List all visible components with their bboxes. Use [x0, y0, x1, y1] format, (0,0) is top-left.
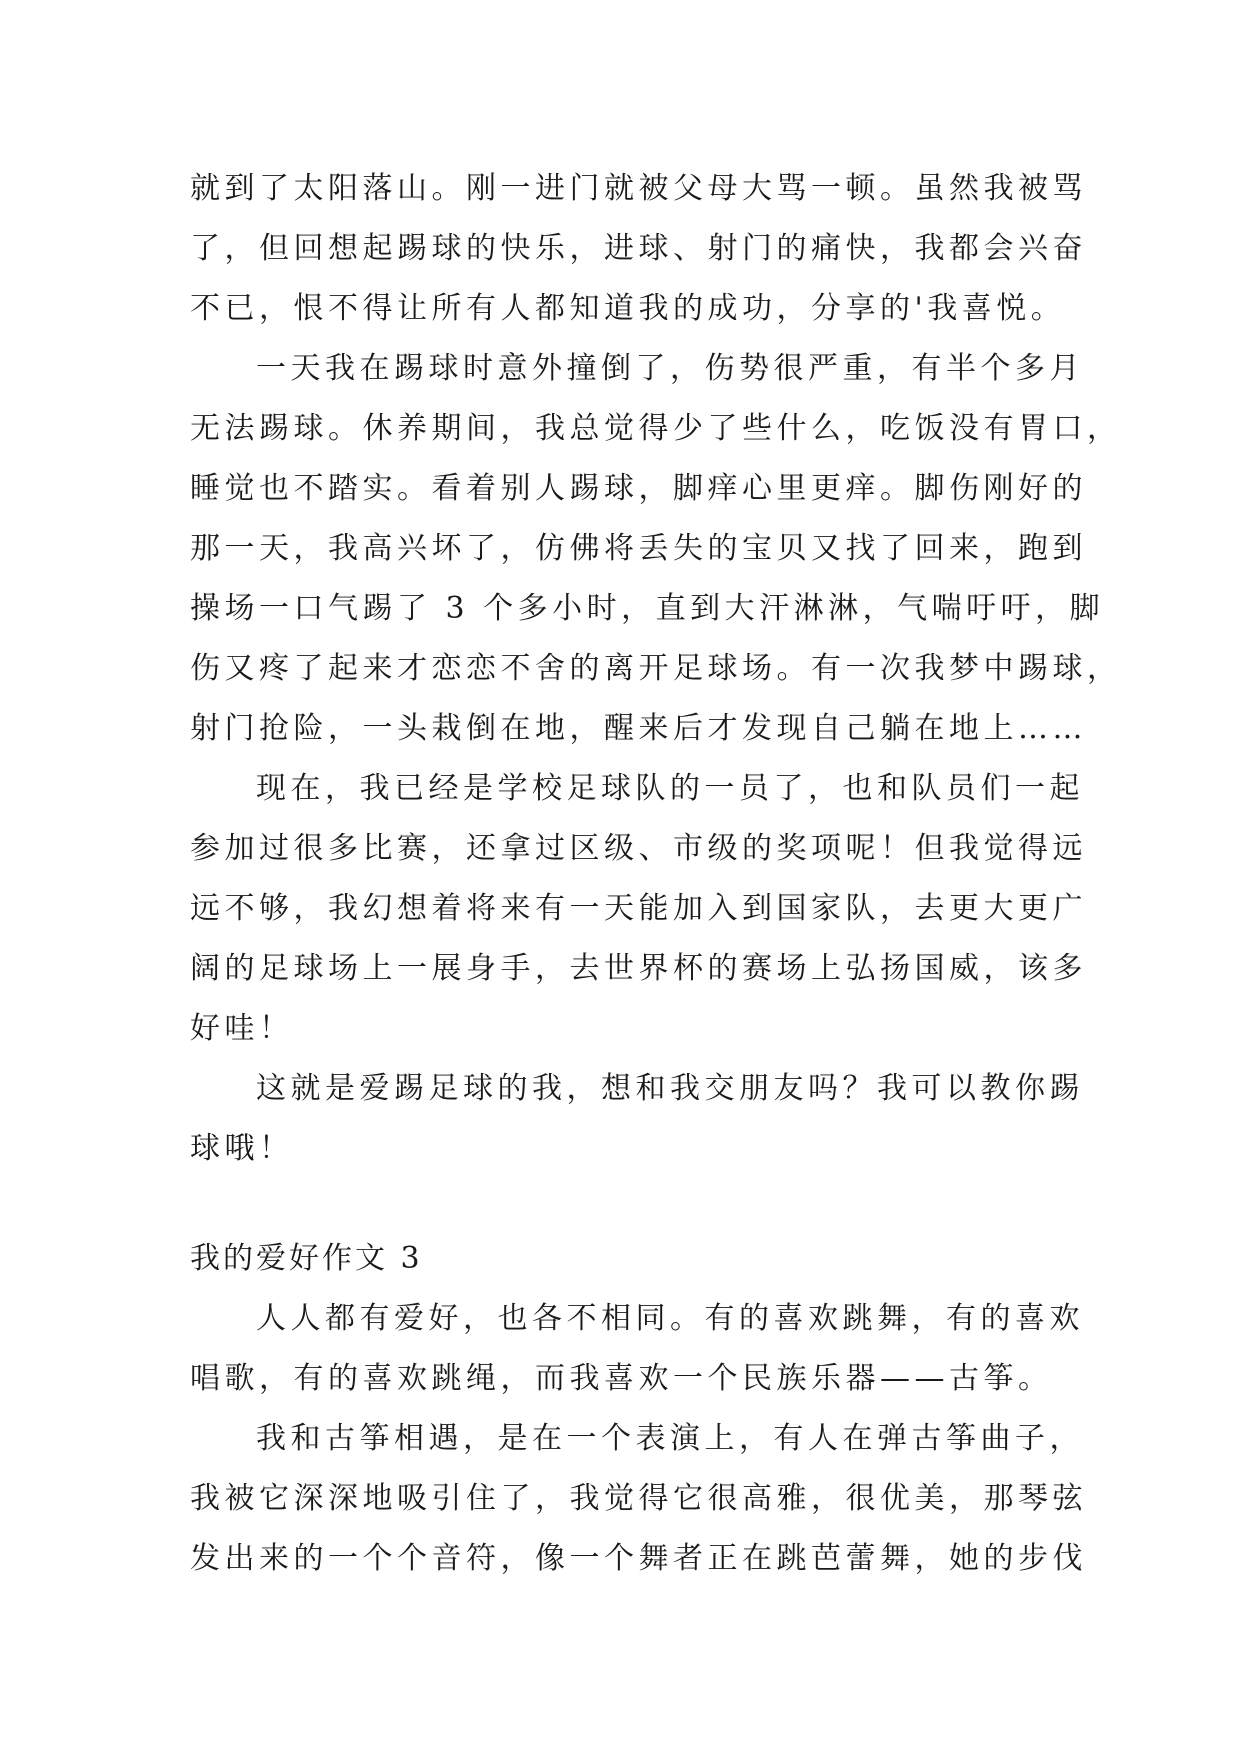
text-line: 就到了太阳落山。刚一进门就被父母大骂一顿。虽然我被骂: [190, 171, 1087, 206]
text-line: 我被它深深地吸引住了，我觉得它很高雅，很优美，那琴弦: [190, 1481, 1087, 1516]
text-line: 那一天，我高兴坏了，仿佛将丢失的宝贝又找了回来，跑到: [190, 531, 1087, 566]
text-line: 球哦！: [190, 1131, 294, 1166]
text-line: 远不够，我幻想着将来有一天能加入到国家队，去更大更广: [190, 891, 1087, 926]
text-line: 参加过很多比赛，还拿过区级、市级的奖项呢！但我觉得远: [190, 831, 1087, 866]
paragraph-first-line: 一天我在踢球时意外撞倒了，伤势很严重，有半个多月: [256, 351, 1084, 386]
paragraph-first-line: 人人都有爱好，也各不相同。有的喜欢跳舞，有的喜欢: [256, 1301, 1084, 1336]
paragraph-first-line: 我和古筝相遇，是在一个表演上，有人在弹古筝曲子，: [256, 1421, 1084, 1456]
text-line: 睡觉也不踏实。看着别人踢球，脚痒心里更痒。脚伤刚好的: [190, 471, 1087, 506]
paragraph-first-line: 现在，我已经是学校足球队的一员了，也和队员们一起: [256, 771, 1084, 806]
text-line: 好哇！: [190, 1011, 294, 1046]
text-line: 不已，恨不得让所有人都知道我的成功，分享的'我喜悦。: [190, 291, 1066, 326]
text-line: 伤又疼了起来才恋恋不舍的离开足球场。有一次我梦中踢球，: [190, 651, 1122, 686]
text-line: 无法踢球。休养期间，我总觉得少了些什么，吃饭没有胃口，: [190, 411, 1122, 446]
text-line: 操场一口气踢了 3 个多小时，直到大汗淋淋，气喘吁吁，脚: [190, 591, 1105, 626]
text-line: 唱歌，有的喜欢跳绳，而我喜欢一个民族乐器——古筝。: [190, 1361, 1053, 1396]
paragraph-first-line: 这就是爱踢足球的我，想和我交朋友吗？我可以教你踢: [256, 1071, 1084, 1106]
text-line: 射门抢险，一头栽倒在地，醒来后才发现自己躺在地上……: [190, 711, 1087, 746]
text-line: 阔的足球场上一展身手，去世界杯的赛场上弘扬国威，该多: [190, 951, 1087, 986]
text-line: 了，但回想起踢球的快乐，进球、射门的痛快，我都会兴奋: [190, 231, 1087, 266]
section-heading: 我的爱好作文 3: [190, 1241, 423, 1276]
text-line: 发出来的一个个音符，像一个舞者正在跳芭蕾舞，她的步伐: [190, 1541, 1087, 1576]
